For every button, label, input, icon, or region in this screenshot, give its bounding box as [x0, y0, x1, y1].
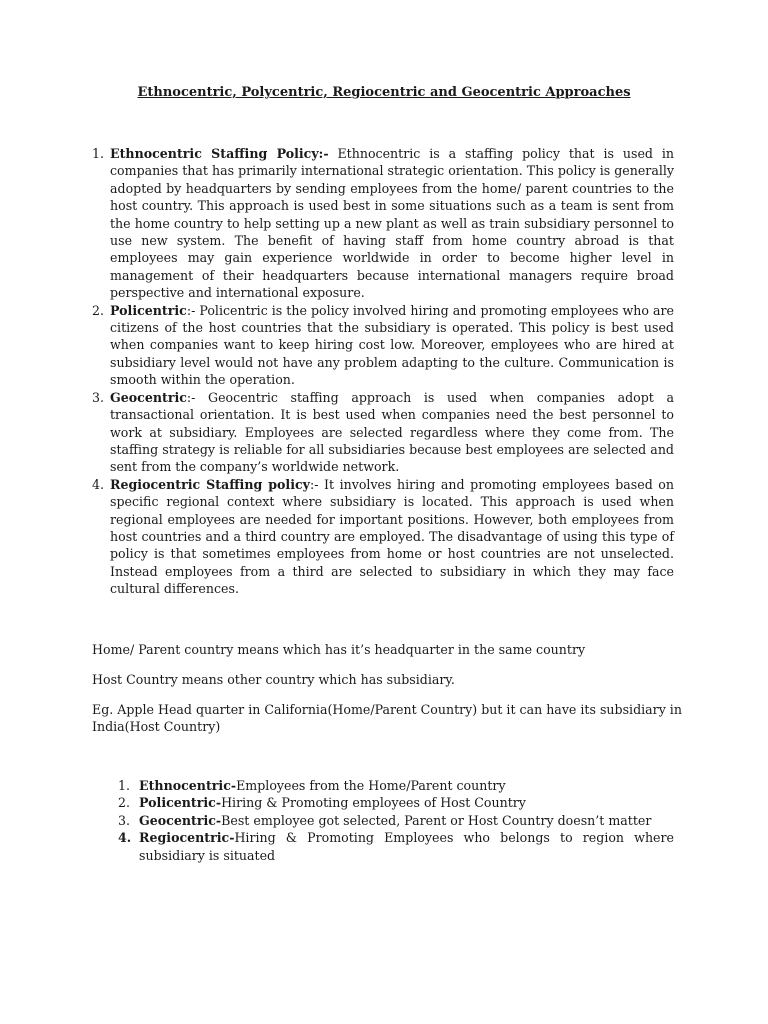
item-term: Geocentric	[110, 389, 187, 405]
summary-list	[118, 777, 674, 864]
item-number: 2.	[92, 302, 105, 318]
list-item	[92, 302, 674, 389]
item-term: Regiocentric Staffing policy	[110, 476, 310, 492]
summary-item	[118, 794, 674, 811]
summary-item	[118, 812, 674, 829]
summary-term: Geocentric-	[139, 812, 222, 828]
item-number: 1.	[92, 146, 105, 161]
summary-term: Policentric-	[139, 795, 222, 811]
document-title: Ethnocentric, Polycentric, Regiocentric and Geocentric Approaches	[137, 85, 631, 100]
item-number: 3.	[92, 389, 105, 405]
summary-text: Hiring & Promoting employees of Host Country	[221, 795, 526, 811]
item-text: :- Geocentric staffing approach is used when companies adopt a transactional orientation. It is best used when companies need the best personnel to work at subsidiary. Employees are selected regardless where they come from. The staffing strategy is reliable for all subsidiaries because best employees are selected and sent from the company’s worldwide network.	[110, 389, 674, 475]
item-text: :- It involves hiring and promoting employees based on specific regional context where subsidiary is located. This approach is used when regional employees are needed for important positions. However, both employees from host countries and a third country are employed. The disadvantage of using this type of policy is that sometimes employees from home or host countries are not unselected. Instead employees from a third are selected to subsidiary in which they may face cultural differences.	[110, 476, 674, 597]
item-text: :- Policentric is the policy involved hiring and promoting employees who are citizens of the host countries that the subsidiary is operated. This policy is best used when companies want to keep hiring cost low. Moreover, employees who are hired at subsidiary level would not have any problem adapting to the culture. Communication is smooth within the operation.	[110, 302, 674, 388]
item-term: Ethnocentric Staffing Policy:-	[110, 146, 329, 161]
item-number: 4.	[92, 476, 105, 492]
summary-item	[118, 777, 674, 794]
item-text: Ethnocentric is a staffing policy that is used in companies that has primarily international strategic orientation. This policy is generally adopted by headquarters by sending employees from the home/ parent countries to the host country. This approach is used best in some situations such as a team is sent from the home country to help setting up a new plant as well as train subsidiary personnel to use new system. The benefit of having staff from home country abroad is that employees may gain experience worldwide in order to become higher level in management of their headquarters because international managers require broad perspective and international exposure.	[110, 146, 674, 301]
list-item	[92, 145, 674, 302]
summary-text: Hiring & Promoting Employees who belongs to region where subsidiary is situated	[139, 830, 674, 863]
list-item	[92, 389, 674, 476]
summary-number: 1.	[118, 778, 131, 793]
summary-term: Regiocentric-	[139, 830, 235, 846]
list-item	[92, 476, 674, 598]
approaches-list	[92, 145, 674, 598]
item-term: Policentric	[110, 302, 187, 318]
summary-text: Employees from the Home/Parent country	[236, 778, 506, 793]
host-country-definition: Host Country means other country which has subsidiary.	[92, 672, 455, 687]
summary-item	[118, 829, 674, 864]
example-paragraph: Eg. Apple Head quarter in California(Home/Parent Country) but it can have its subsidiary in India(Host Country)	[92, 702, 682, 735]
summary-number: 2.	[118, 795, 131, 811]
summary-term: Ethnocentric-	[139, 778, 237, 793]
home-country-definition: Home/ Parent country means which has it’s headquarter in the same country	[92, 642, 586, 657]
summary-number: 4.	[118, 830, 132, 846]
summary-number: 3.	[118, 812, 131, 828]
summary-text: Best employee got selected, Parent or Host Country doesn’t matter	[221, 812, 652, 828]
